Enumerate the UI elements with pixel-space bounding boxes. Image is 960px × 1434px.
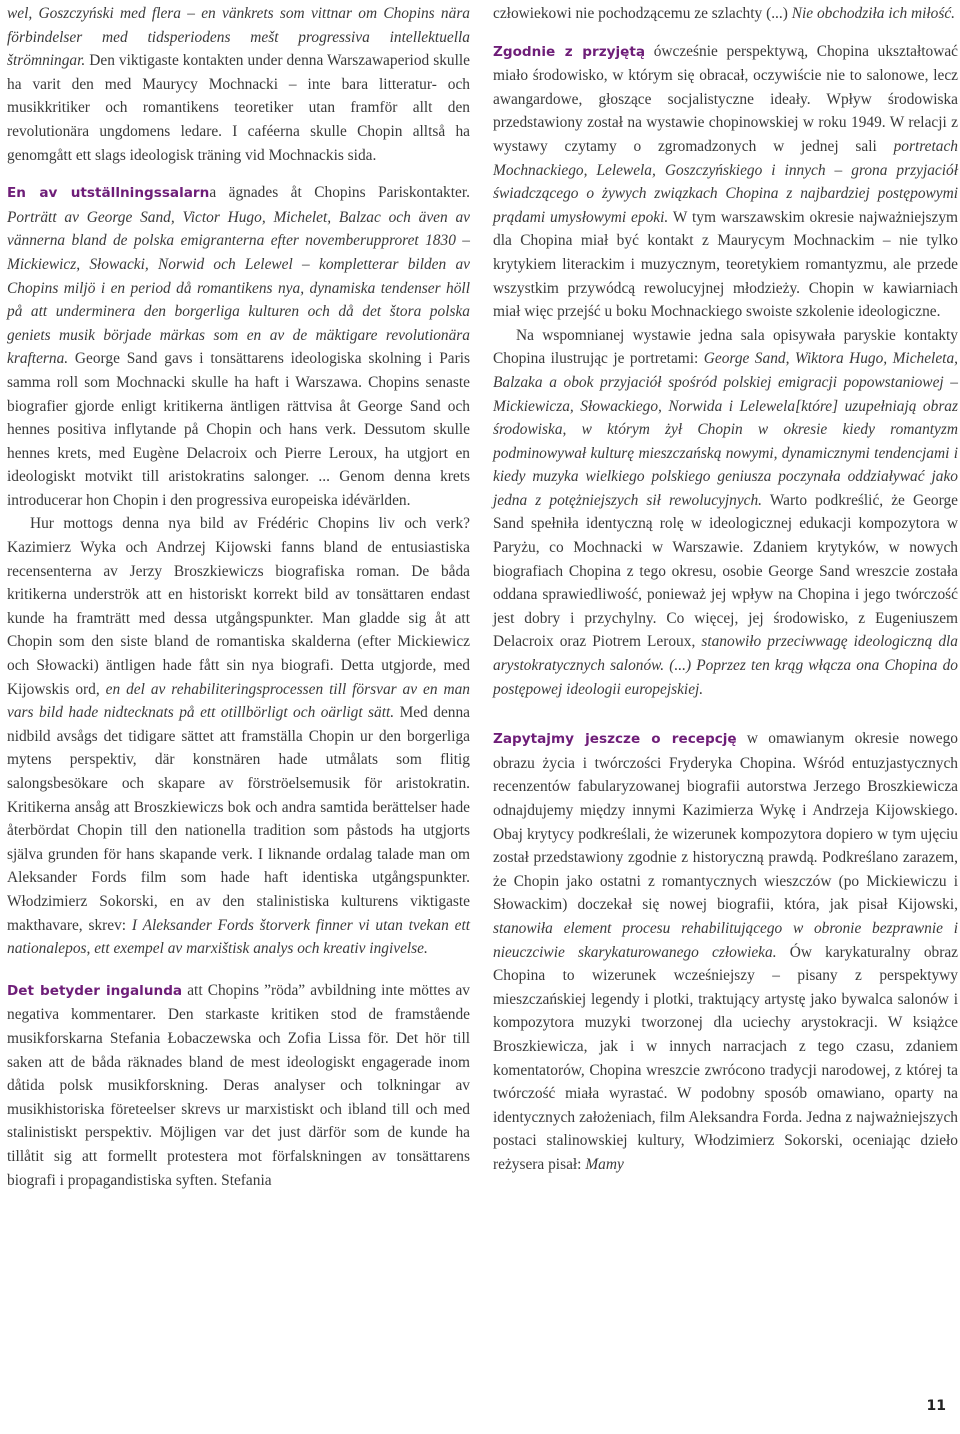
body-text: Med denna nidbild avsågs det tidigare sättet att framställa Chopin ur den borgerliga mytens perspektiv, där konstnären hade utmålats som flitig salongsbesökare och skapare av förströelsemusik för aristokratin. Kritikerna ansåg att Broszkiewiczs bok och andra samtida berättelser hade återbördat Chopin till den nationella tradition som påstods ha utgjorts själva grunden för hans skapande verk. I liknande ordalag talade man om Aleksander Fords film som hade haft identiska utgångspunkter. Włodzimierz Sokorski, en av den stalinistiska kulturens viktigaste makthavare, skrev: xyxy=(7,704,471,934)
italic-text: Nie obchodziła ich miłość. xyxy=(791,5,956,22)
body-text: Hur mottogs denna nya bild av Frédéric Chopins liv och verk? Kazimierz Wyka och Andrzej Kijowski fanns bland de entusiastiska recensenterna av Jerzy Broszkiewiczs biografiska roman. De båda kritikerna underströk att en historiskt korrekt bild av tonsättaren endast kunde ha framträtt med dessa utgångspunkter. Man gladde sig åt att Chopin som den siste bland de romantiska skalderna (efter Mickiewicz och Słowacki) äntligen hade fått sin nya biografi. Detta utgjorde, med Kijowskis ord, xyxy=(7,515,470,698)
body-text: Ów karykaturalny obraz Chopina to wizerunek wcześniejszy – pisany z perspektywy mieszczańskiej legendy i plotki, traktujący artystę jako bywalca salonów i kompozytora muzyki tworzonej dla uciechy arystokracji. W książce Broszkiewicza, jak i w innych narracjach z tego czasu, zdaniem komentatorów, Chopina wreszcie zwrócono tradycji narodowej, z której ta twórczość miała wyrastać. W podobny sposób omawiano, oparty na identycznych założeniach, film Aleksandra Forda. Jedna z najważniejszych postaci stalinowskiej kultury, Włodzimierz Sokorski, oceniając dzieło reżysera pisał: xyxy=(493,943,958,1173)
right-column xyxy=(493,2,958,1177)
body-text: Den viktigaste kontakten under denna Warszawaperiod skulle ha varit den med Maurycy Mochnacki – inte bara litteratur- och musikkritiker och romantikens teoretiker utan framför allt den revolutionära ungdomens ledare. I caféerna skulle Chopin alltså ha genomgått ett slags ideologisk träning vid Mochnackis sida. xyxy=(7,52,470,164)
italic-text: en del av rehabiliteringsprocessen till försvar av en man vars bild hade nidtecknats på ett otillbörligt och oärligt sätt. xyxy=(7,680,470,722)
section-lead: En av utställningssalarn xyxy=(7,185,210,202)
paragraph xyxy=(7,979,470,1192)
page-number: 11 xyxy=(926,1398,946,1414)
italic-text: Mamy xyxy=(585,1155,624,1173)
italic-text: Porträtt av George Sand, Victor Hugo, Michelet, Balzac och även av vännerna bland de polska emigranterna efter novemberupproret 1830 – Mickiewicz, Słowacki, Norwid och Lelewel – kompletterar bilden av Chopins miljö i en period då romantikens nya, dynamiska tendenser höll på att underminera den borgerliga kulturen och då det štora polska geniets musik började märkas som en av de mäktigare revolutionära krafterna. xyxy=(7,208,470,368)
body-text: a ägnades åt Chopins Pariskontakter. xyxy=(209,184,470,202)
paragraph xyxy=(493,727,958,1176)
left-column xyxy=(7,2,470,1192)
body-text: Na wspomnianej wystawie jedna sala opisywała paryskie kontakty Chopina ilustrując je portretami: xyxy=(493,326,958,368)
body-text: att Chopins ”röda” avbildning inte möttes av negativa kommentarer. Den starkaste kritiken stod de framstående musikforskarna Stefania Łobaczewska och Zofia Lissa för. Det hör till saken att de båda räknades bland de mest ideologiskt engagerade inom dåtida polsk musikforskning. Deras analyser och tolkningar av musikhistoriska företeelser skrevs ur marxistiskt och ibland till och med stalinistiskt perspektiv. Möjligen var det just därför som de kunde ha tillåtit sig att formellt protestera mot förfalskningen av tonsättarens biografi i propagandistiska syften. Stefania xyxy=(7,981,470,1189)
italic-text: George Sand, Wiktora Hugo, Micheleta, Balzaka a obok przyjaciół spośród polskiej emigracji popowstaniowej – Mickiewicza, Słowackiego, Norwida i Lelewela[które] uzupełniają obraz środowiska, w którym żył Chopin w okresie kiedy romantyzm podminowywał kulturę mieszczańską nowymi, dynamicznymi tendencjami i kiedy muzyka wielkiego polskiego geniusza poczynała oddziaływać jako jedna z potężniejszych sił rewolucyjnych. xyxy=(493,350,958,509)
body-text: ówcześnie perspektywą, Chopina ukształtować miało środowisko, w którym się obracał, oczywiście nie to salonowe, lecz awangardowe, głoszące socjalistyczne ideały. Wpływ środowiska przedstawiony został na wystawie chopinowskiej w roku 1949. W relacji z wystawy czytamy o zgromadzonych w jednej sali xyxy=(493,42,958,155)
body-text: człowiekowi nie pochodzącemu ze szlachty (...) xyxy=(493,5,792,22)
body-text: Warto podkreślić, że George Sand spełniła identyczną rolę w ideologicznej edukacji kompozytora w Paryżu, co Mochnacki w Warszawie. Zdaniem krytyków, w nowych biografiach Chopina z tego okresu, osobie George Sand wreszcie została oddana sprawiedliwość, ponieważ jej wpływ na Chopina i jego twórczość jest dobry i przychylny. Co więcej, jej środowisko, z Eugeniuszem Delacroix oraz Piotrem Leroux, xyxy=(493,491,958,651)
paragraph xyxy=(7,181,470,512)
italic-text: portretach Mochnackiego, Lelewela, Goszczyńskiego i innych – grona przyjaciół świadczącego o żywych związkach Chopina z najbardziej postępowymi prądami umysłowymi epoki. xyxy=(493,137,958,226)
body-text: W tym warszawskim okresie najważniejszym dla Chopina miał być kontakt z Maurycym Mochnackim – nie tylko krytykiem literackim i muzycznym, teoretykiem romantyzmu, ale przede wszystkim przywódcą rewolucyjnej młodzieży. Chopin w kawiarniach miał więc przejść u boku Mochnackiego swoiste szkolenie ideologiczne. xyxy=(493,208,958,321)
italic-text: stanowiła element procesu rehabilitującego w obronie bezprawnie i nieuczciwie skarykaturowanego człowieka. xyxy=(493,919,958,961)
section-lead: Zgodnie z przyjętą xyxy=(493,43,646,60)
paragraph xyxy=(493,40,958,324)
italic-text: I Aleksander Fords štorverk finner vi utan tvekan ett nationalepos, ett exempel av marxištisk analys och kreativ ingivelse. xyxy=(7,916,470,958)
section-lead: Det betyder ingalunda xyxy=(7,982,183,999)
body-text: George Sand gavs i tonsättarens ideologiska skolning i Paris samma roll som Mochnacki skulle ha haft i Warszawa. Chopins senaste biografier gjorde enligt kritikerna äntligen rättvisa åt George Sand och hennes positiva inflytande på Chopin och hans verk. Dessutom skulle hennes krets, med Eugène Delacroix och Pierre Leroux, ha utgjort en ideologiskt motvikt till aristokratins salonger. ... Genom denna krets introducerar hon Chopin i den progressiva europeiska idévärlden. xyxy=(7,350,470,509)
paragraph xyxy=(7,2,470,167)
section-lead: Zapytajmy jeszcze o recepcję xyxy=(493,731,737,748)
paragraph xyxy=(493,2,958,26)
body-text: w omawianym okresie nowego obrazu życia i twórczości Fryderyka Chopina. Wśród entuzjastycznych recenzentów fabularyzowanej biografii autorstwa Jerzego Broszkiewicza odnajdujemy między innymi Kazimierza Wykę i Andrzeja Kijowskiego. Obaj krytycy podkreślali, że wizerunek kompozytora dopiero w tym ujęciu został przedstawiony zgodnie z historyczną prawdą. Podkreślano zarazem, że Chopin jako ostatni z romantycznych wieszczów (po Mickiewiczu i Słowackim) doczekał się nowej biografii, która, jak pisał Kijowski, xyxy=(493,730,958,914)
italic-text: wel, Goszczyński med flera – en vänkrets som vittnar om Chopins nära förbindelser med tidsperiodens mešt progressiva intellektuella štrömningar. xyxy=(7,5,470,70)
paragraph xyxy=(7,512,470,960)
italic-text: stanowiło przeciwwagę ideologiczną dla arystokratycznych salonów. (...) Poprzez ten krąg włącza ona Chopina do postępowej ideologii europejskiej. xyxy=(493,633,959,698)
paragraph xyxy=(493,324,958,702)
